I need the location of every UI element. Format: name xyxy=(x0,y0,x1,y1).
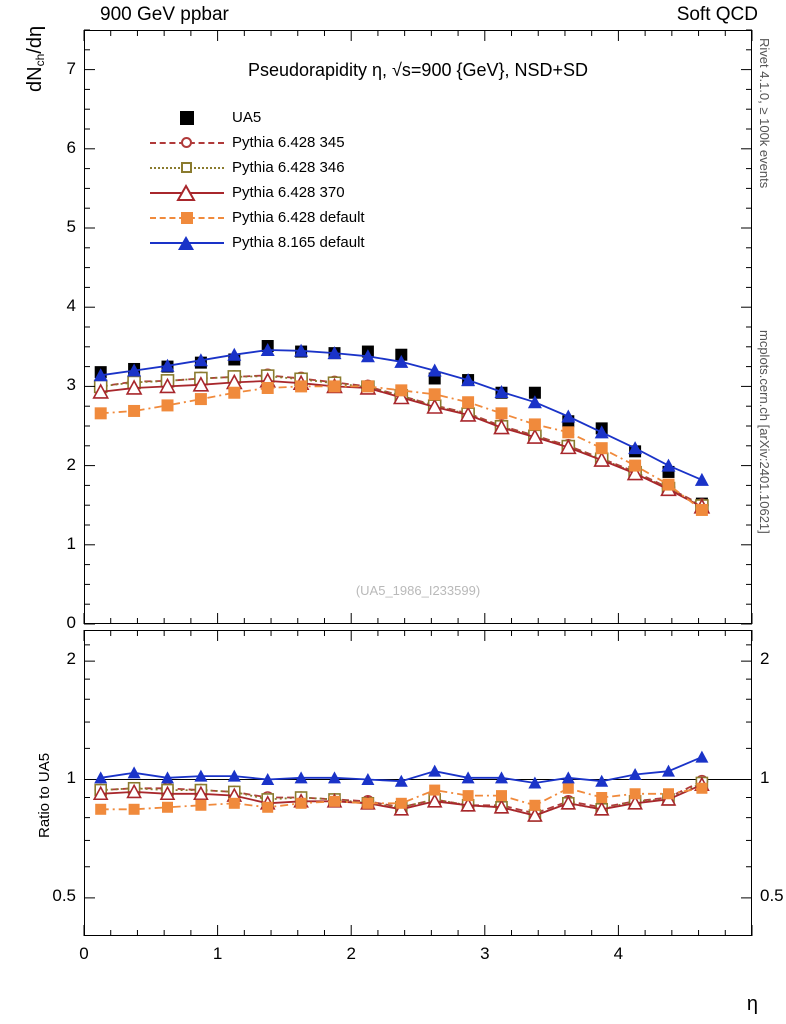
y-tick-label-ratio-right: 2 xyxy=(760,649,770,669)
x-tick-label: 0 xyxy=(79,944,89,963)
y-axis-label-main-prefix: dN xyxy=(24,66,46,92)
y-tick-label-main: 4 xyxy=(66,296,76,316)
analysis-watermark: (UA5_1986_I233599) xyxy=(355,583,481,598)
y-axis-label-main-suffix: /dη xyxy=(24,25,46,54)
y-tick-label-ratio: 0.5 xyxy=(52,885,76,905)
legend-label: UA5 xyxy=(232,109,262,126)
y-tick-label-main: 6 xyxy=(66,137,76,157)
y-tick-label-main: 2 xyxy=(66,454,76,474)
x-tick-label: 4 xyxy=(613,944,624,963)
legend-label: Pythia 8.165 default xyxy=(232,234,365,251)
y-tick-label-main: 3 xyxy=(66,375,76,395)
y-tick-label-main: 7 xyxy=(66,58,76,78)
x-tick-label: 2 xyxy=(346,944,356,963)
y-tick-label-ratio: 2 xyxy=(66,649,76,669)
x-axis-label: η xyxy=(746,993,758,1015)
y-tick-label-main: 5 xyxy=(66,217,76,236)
y-axis-label-main-sub: ch xyxy=(33,53,47,67)
y-axis-label-ratio: Ratio to UA5 xyxy=(36,752,53,838)
side-label-mcplots: mcplots.cern.ch [arXiv:2401.10621] xyxy=(757,330,772,534)
x-tick-label: 1 xyxy=(212,944,223,963)
legend-label: Pythia 6.428 345 xyxy=(232,134,345,151)
header-left-label: 900 GeV ppbar xyxy=(100,4,229,25)
plot-title-text: Pseudorapidity η, √s=900 {GeV}, NSD+SD xyxy=(247,60,589,80)
side-label-rivet: Rivet 4.1.0, ≥ 100k events xyxy=(757,38,772,189)
legend-label: Pythia 6.428 346 xyxy=(232,159,345,176)
header-right-label: Soft QCD xyxy=(676,4,758,25)
y-tick-label-ratio-right: 0.5 xyxy=(760,885,784,905)
y-tick-label-ratio: 1 xyxy=(66,767,76,787)
y-tick-label-main: 1 xyxy=(66,533,76,553)
y-tick-label-main: 0 xyxy=(66,613,76,632)
legend-label: Pythia 6.428 default xyxy=(232,209,365,226)
y-tick-label-ratio-right: 1 xyxy=(760,767,770,787)
legend-label: Pythia 6.428 370 xyxy=(232,184,345,201)
x-tick-label: 3 xyxy=(480,944,490,963)
